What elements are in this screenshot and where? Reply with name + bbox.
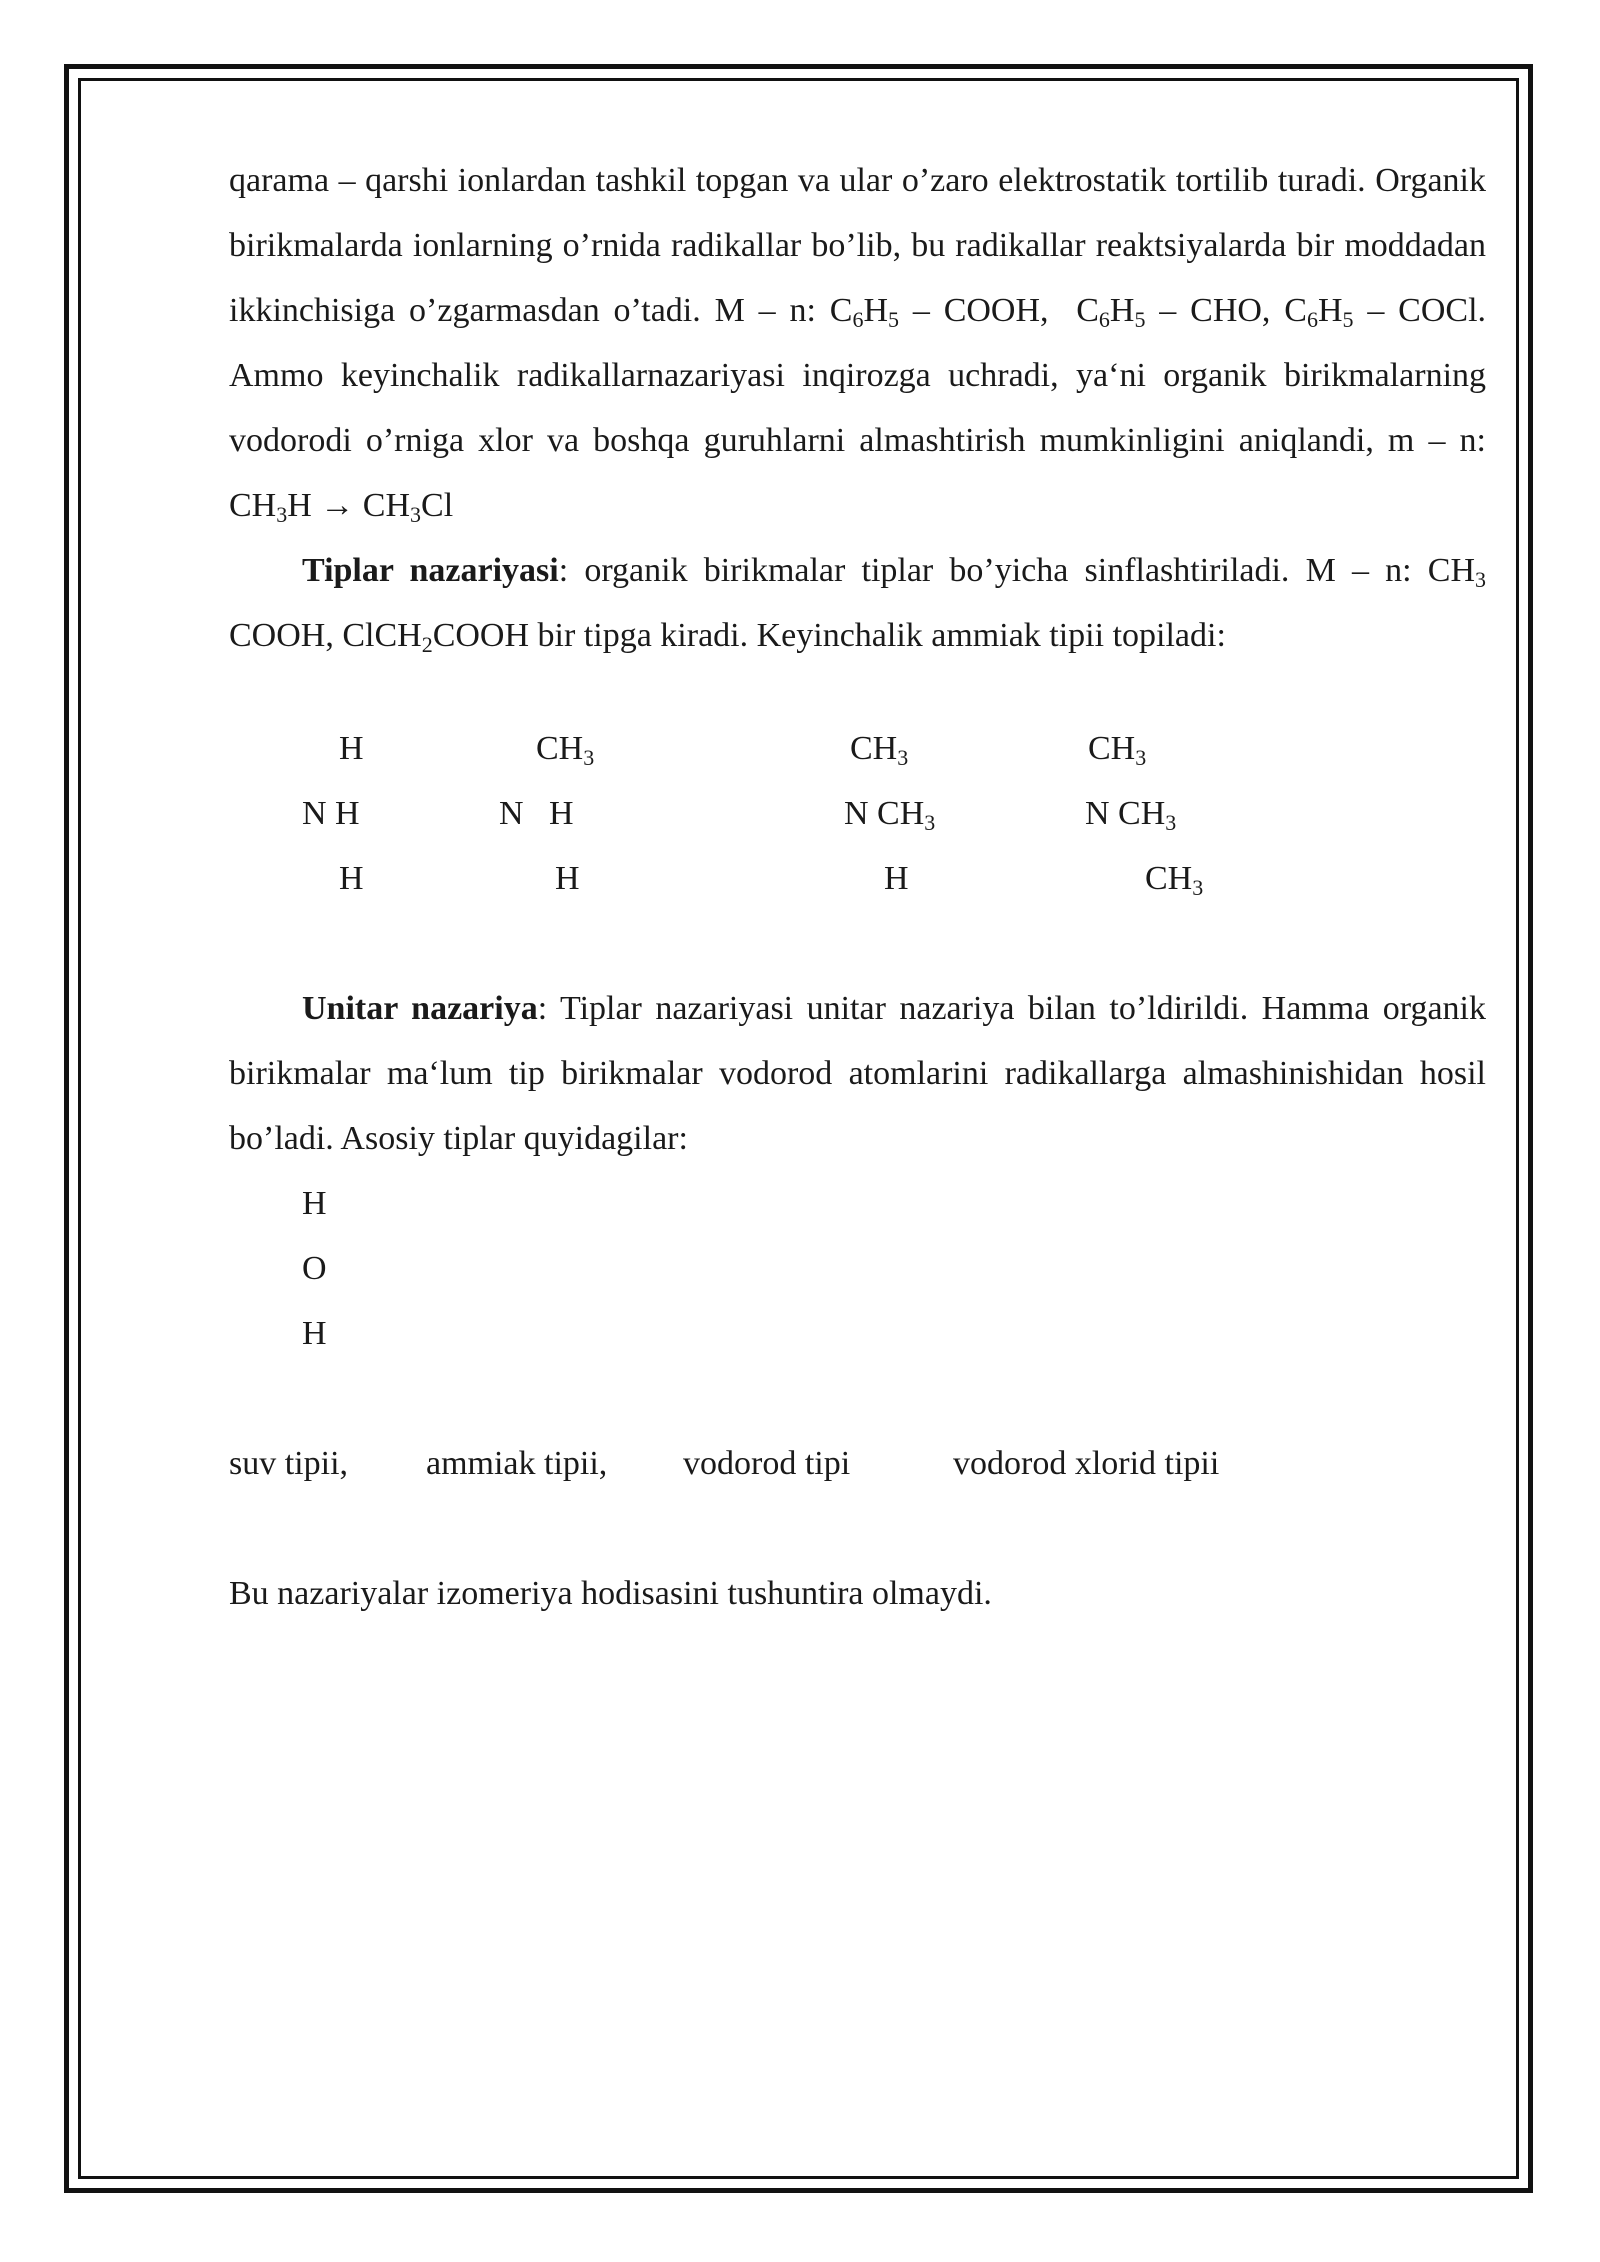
formula-3-top: $CH_3$	[850, 730, 909, 770]
formula-2-bottom: H	[555, 860, 580, 897]
formula-1-top: H	[339, 730, 364, 767]
type-water: suv tipii,	[229, 1445, 349, 1482]
document-body	[229, 148, 1486, 1626]
paragraph-unitary-theory: Unitar nazariya: Tiplar nazariyasi unitar nazariya bilan to’ldirildi. Hamma organik birikmalar ma‘lum tip birikmalar vodorod atomlarini radikallarga almashinishidan hosil bo’ladi. Asosiy tiplar quyidagilar:	[229, 990, 1486, 1157]
formula-1-mid: N H	[302, 795, 360, 832]
formula-2-top: $CH_3$	[536, 730, 595, 770]
formula-1-bottom: H	[339, 860, 364, 897]
formula-4-bottom: $CH_3$	[1145, 860, 1204, 900]
heading-unitary-theory: Unitar nazariya	[302, 990, 538, 1027]
paragraph-type-theory: Tiplar nazariyasi: organik birikmalar tiplar bo’yicha sinflashtiriladi. M – n: $CH_3$ COOH, ClCH$_2$COOH bir tipga kiradi. Keyinchalik ammiak tipii topiladi:	[229, 552, 1486, 657]
type-hydrogen: vodorod tipi	[683, 1445, 851, 1482]
type-names-row	[229, 1431, 1486, 1496]
paragraph-radical-theory: qarama – qarshi ionlardan tashkil topgan va ular o’zaro elektrostatik tortilib turadi. Organik birikmalarda ionlarning o’rnida radikallar bo’lib, bu radikallar reaktsiyalarda bir moddadan ikkinchisiga o’zgarmasdan o’tadi. M – n: $C_6H_5$ – COOH, $C_6H_5$ – CHO, $C_6H_5$ – COCl. Ammo keyinchalik radikallarnazariyasi inqirozga uchradi, ya‘ni organik birikmalarning vodorodi o’rniga xlor va boshqa guruhlarni almashtirish mumkinligini aniqlandi, m – n: $CH_3H \to CH_3Cl$	[229, 162, 1487, 527]
ammonia-type-formulas	[229, 716, 1486, 911]
type-ammonia: ammiak tipii,	[426, 1445, 608, 1482]
type-hydrogen-chloride: vodorod xlorid tipii	[953, 1445, 1220, 1482]
water-type-formula: H O H	[302, 1185, 327, 1352]
heading-type-theory: Tiplar nazariyasi	[302, 552, 559, 589]
formula-3-mid: N $CH_3$	[844, 795, 936, 835]
formula-2-mid: N H	[499, 795, 574, 832]
formula-3-bottom: H	[884, 860, 909, 897]
formula-4-mid: N $CH_3$	[1085, 795, 1177, 835]
closing-sentence: Bu nazariyalar izomeriya hodisasini tushuntira olmaydi.	[229, 1575, 992, 1612]
formula-4-top: $CH_3$	[1088, 730, 1147, 770]
